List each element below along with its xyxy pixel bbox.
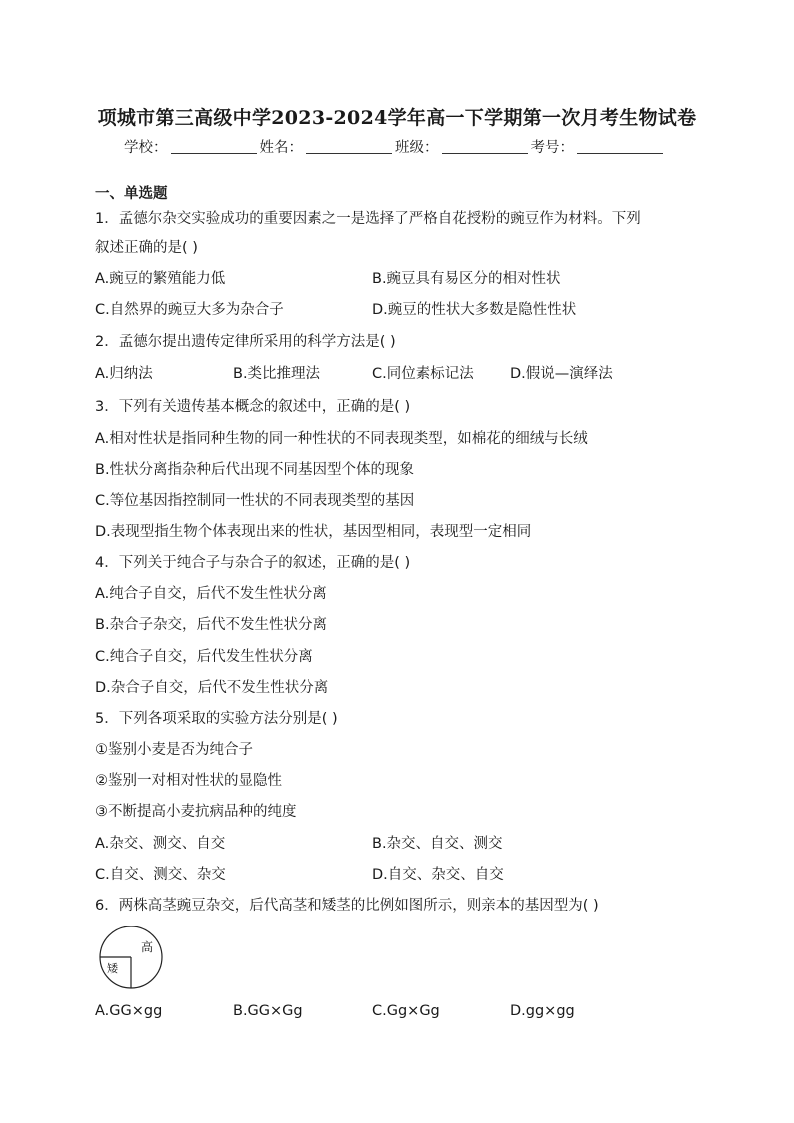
student-info-row — [124, 136, 666, 157]
class-label: 班级： — [395, 140, 439, 156]
q6-option-d[interactable]: D.gg×gg — [510, 1003, 575, 1019]
q4-option-c[interactable]: C.纯合子自交，后代发生性状分离 — [95, 649, 313, 665]
name-blank[interactable] — [306, 139, 392, 154]
number-label: 考号： — [530, 140, 574, 156]
number-blank[interactable] — [577, 139, 663, 154]
q6-option-a[interactable]: A.GG×gg — [95, 1003, 163, 1019]
pie-label-tall: 高 — [141, 940, 154, 954]
class-blank[interactable] — [442, 139, 528, 154]
q2-stem: 2．孟德尔提出遗传定律所采用的科学方法是( ) — [95, 334, 396, 350]
q5-option-c[interactable]: C.自交、测交、杂交 — [95, 867, 226, 883]
section-heading: 一、单选题 — [95, 186, 168, 202]
q2-option-d[interactable]: D.假说—演绎法 — [510, 366, 613, 382]
q5-option-a[interactable]: A.杂交、测交、自交 — [95, 836, 226, 852]
q6-option-b[interactable]: B.GG×Gg — [233, 1003, 303, 1019]
q4-stem: 4．下列关于纯合子与杂合子的叙述，正确的是( ) — [95, 555, 411, 571]
q4-option-d[interactable]: D.杂合子自交，后代不发生性状分离 — [95, 680, 329, 696]
q1-option-c[interactable]: C.自然界的豌豆大多为杂合子 — [95, 302, 284, 318]
q5-item-1: ①鉴别小麦是否为纯合子 — [95, 742, 253, 758]
q5-stem: 5．下列各项采取的实验方法分别是( ) — [95, 711, 338, 727]
q2-option-a[interactable]: A.归纳法 — [95, 366, 153, 382]
name-label: 姓名： — [259, 140, 303, 156]
q6-option-c[interactable]: C.Gg×Gg — [372, 1003, 440, 1019]
q1-stem-line1: 1．孟德尔杂交实验成功的重要因素之一是选择了严格自花授粉的豌豆作为材料。下列 — [95, 211, 641, 227]
q1-stem-line2: 叙述正确的是( ) — [95, 240, 198, 256]
q1-option-d[interactable]: D.豌豆的性状大多数是隐性性状 — [372, 302, 577, 318]
q5-option-d[interactable]: D.自交、杂交、自交 — [372, 867, 504, 883]
q4-option-b[interactable]: B.杂合子杂交，后代不发生性状分离 — [95, 617, 328, 633]
ratio-pie-chart — [97, 926, 167, 990]
q1-option-a[interactable]: A.豌豆的繁殖能力低 — [95, 271, 226, 287]
school-label: 学校： — [124, 140, 168, 156]
q3-option-a[interactable]: A.相对性状是指同种生物的同一种性状的不同表现类型，如棉花的细绒与长绒 — [95, 431, 588, 447]
q3-option-c[interactable]: C.等位基因指控制同一性状的不同表现类型的基因 — [95, 493, 415, 509]
q3-stem: 3．下列有关遗传基本概念的叙述中，正确的是( ) — [95, 399, 411, 415]
q5-item-3: ③不断提高小麦抗病品种的纯度 — [95, 804, 297, 820]
q3-option-b[interactable]: B.性状分离指杂种后代出现不同基因型个体的现象 — [95, 462, 415, 478]
exam-title: 项城市第三高级中学2023-2024学年高一下学期第一次月考生物试卷 — [97, 107, 697, 129]
q2-option-c[interactable]: C.同位素标记法 — [372, 366, 474, 382]
q1-option-b[interactable]: B.豌豆具有易区分的相对性状 — [372, 271, 561, 287]
q6-stem: 6．两株高茎豌豆杂交，后代高茎和矮茎的比例如图所示，则亲本的基因型为( ) — [95, 898, 599, 914]
q5-option-b[interactable]: B.杂交、自交、测交 — [372, 836, 503, 852]
q3-option-d[interactable]: D.表现型指生物个体表现出来的性状，基因型相同，表现型一定相同 — [95, 524, 532, 540]
school-blank[interactable] — [171, 139, 257, 154]
q4-option-a[interactable]: A.纯合子自交，后代不发生性状分离 — [95, 586, 327, 602]
pie-label-short: 矮 — [107, 962, 118, 975]
q2-option-b[interactable]: B.类比推理法 — [233, 366, 321, 382]
q5-item-2: ②鉴别一对相对性状的显隐性 — [95, 773, 282, 789]
